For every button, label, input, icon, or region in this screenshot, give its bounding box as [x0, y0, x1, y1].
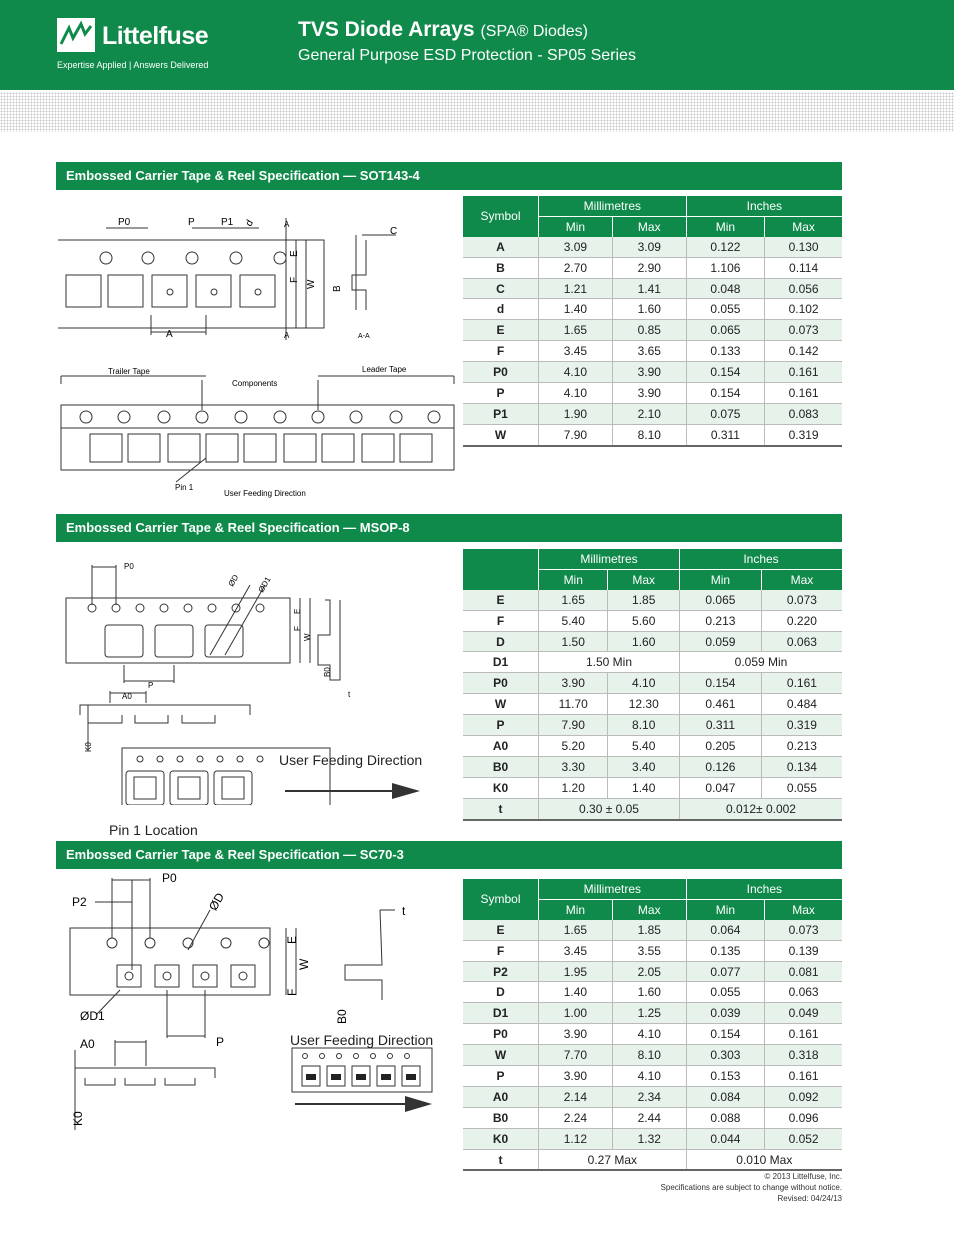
table-row	[463, 362, 842, 383]
sc70-label-p: P	[216, 1035, 225, 1049]
section-heading-sot143: Embossed Carrier Tape & Reel Specification — SOT143-4	[56, 162, 842, 190]
row-value: 0.161	[765, 1066, 842, 1087]
row-value: 2.24	[539, 1107, 613, 1128]
sot-label-d: d	[243, 218, 256, 229]
row-symbol: P	[463, 715, 539, 736]
table-row	[463, 961, 842, 982]
row-value: 0.055	[761, 777, 842, 798]
row-value: 1.65	[539, 920, 613, 940]
row-value: 7.90	[539, 424, 613, 445]
sc70-tape-diagram	[60, 870, 440, 1135]
page-header	[0, 0, 954, 90]
row-value: 1.25	[612, 1003, 686, 1024]
table-row	[463, 278, 842, 299]
row-value: 4.10	[539, 383, 613, 404]
table-row	[463, 257, 842, 278]
sot-label-pin1: Pin 1	[175, 483, 194, 492]
row-value: 3.09	[539, 237, 613, 257]
msop8-spec-table	[463, 549, 842, 821]
row-symbol: A0	[463, 1086, 539, 1107]
row-value: 0.059	[680, 631, 762, 652]
sc70-feed-label: User Feeding Direction	[290, 1032, 434, 1048]
sc70-label-f: F	[285, 988, 299, 996]
row-value: 0.142	[765, 341, 842, 362]
row-value: 0.047	[680, 777, 762, 798]
row-symbol: d	[463, 299, 539, 320]
row-value: 2.05	[612, 961, 686, 982]
row-value: 0.052	[765, 1128, 842, 1149]
col-mm-max: Max	[612, 899, 686, 919]
row-symbol: P1	[463, 403, 539, 424]
col-mm-min: Min	[539, 899, 613, 919]
row-value: 3.90	[612, 383, 686, 404]
row-value: 2.34	[612, 1086, 686, 1107]
row-value: 0.122	[686, 237, 765, 257]
row-symbol: C	[463, 278, 539, 299]
row-value: 0.213	[761, 736, 842, 757]
row-value: 0.065	[686, 320, 765, 341]
row-symbol: F	[463, 341, 539, 362]
row-value: 1.60	[612, 982, 686, 1003]
row-value: 0.130	[765, 237, 842, 257]
row-value: 5.40	[608, 736, 680, 757]
table-row	[463, 1149, 842, 1170]
table-row	[463, 673, 842, 694]
row-value: 3.90	[539, 1024, 613, 1045]
row-value: 0.319	[765, 424, 842, 445]
row-value: 0.081	[765, 961, 842, 982]
row-value: 0.065	[680, 590, 762, 610]
sot-label-b: B	[332, 285, 343, 292]
col-symbol: Symbol	[463, 879, 539, 920]
row-symbol: D	[463, 982, 539, 1003]
sc70-table-body	[463, 920, 842, 1171]
row-value: 4.10	[539, 362, 613, 383]
sot-label-a-bottom: A	[166, 329, 173, 340]
row-value: 12.30	[608, 694, 680, 715]
table-row	[463, 299, 842, 320]
section-heading-msop8: Embossed Carrier Tape & Reel Specification — MSOP-8	[56, 514, 842, 542]
row-symbol: D1	[463, 1003, 539, 1024]
row-value: 0.102	[765, 299, 842, 320]
row-value: 0.063	[765, 982, 842, 1003]
footer-copyright: © 2013 Littelfuse, Inc.	[764, 1172, 842, 1181]
row-value: 0.154	[686, 362, 765, 383]
msop-label-f: F	[293, 626, 302, 631]
row-value: 4.10	[612, 1024, 686, 1045]
table-row	[463, 1086, 842, 1107]
brand-name: Littelfuse	[102, 22, 209, 50]
row-value: 0.311	[680, 715, 762, 736]
row-value: 0.073	[765, 320, 842, 341]
row-value: 1.90	[539, 403, 613, 424]
row-value: 1.85	[608, 590, 680, 610]
row-value: 8.10	[612, 1045, 686, 1066]
row-value: 4.10	[608, 673, 680, 694]
row-value: 0.088	[686, 1107, 765, 1128]
row-value: 0.012± 0.002	[680, 798, 843, 819]
row-value: 0.205	[680, 736, 762, 757]
row-value: 3.90	[539, 673, 608, 694]
table-row	[463, 694, 842, 715]
col-in-min: Min	[680, 569, 762, 589]
table-row	[463, 610, 842, 631]
col-mm-min: Min	[539, 216, 613, 236]
sc70-label-b0: B0	[335, 1009, 349, 1024]
msop-label-a0: A0	[122, 692, 132, 701]
row-value: 0.064	[686, 920, 765, 940]
section-heading-sc70: Embossed Carrier Tape & Reel Specification — SC70-3	[56, 841, 842, 869]
row-value: 0.30 ± 0.05	[539, 798, 680, 819]
row-value: 1.65	[539, 320, 613, 341]
col-millimetres: Millimetres	[539, 196, 687, 216]
row-symbol: D1	[463, 652, 539, 673]
row-value: 3.90	[612, 362, 686, 383]
row-value: 0.044	[686, 1128, 765, 1149]
sot-label-components: Components	[232, 379, 278, 388]
msop-label-t: t	[348, 690, 351, 699]
table-row	[463, 341, 842, 362]
sot-label-f: F	[289, 276, 300, 283]
sc70-label-t: t	[402, 904, 406, 918]
row-value: 0.039	[686, 1003, 765, 1024]
msop-label-e: E	[293, 608, 302, 614]
table-row	[463, 715, 842, 736]
row-value: 3.90	[539, 1066, 613, 1087]
row-value: 0.220	[761, 610, 842, 631]
row-value: 0.161	[765, 362, 842, 383]
row-value: 0.063	[761, 631, 842, 652]
row-symbol: E	[463, 320, 539, 341]
row-value: 1.50	[539, 631, 608, 652]
row-value: 0.319	[761, 715, 842, 736]
sc70-label-w: W	[297, 958, 311, 970]
row-value: 0.049	[765, 1003, 842, 1024]
row-symbol: A0	[463, 736, 539, 757]
row-symbol: E	[463, 590, 539, 610]
row-value: 0.153	[686, 1066, 765, 1087]
footer-notice: Specifications are subject to change without notice.	[660, 1183, 842, 1192]
col-millimetres: Millimetres	[539, 879, 687, 899]
row-value: 3.09	[612, 237, 686, 257]
row-value: 3.45	[539, 940, 613, 961]
row-value: 0.059 Min	[680, 652, 843, 673]
row-value: 1.00	[539, 1003, 613, 1024]
row-value: 0.484	[761, 694, 842, 715]
row-value: 3.30	[539, 756, 608, 777]
row-value: 0.154	[686, 383, 765, 404]
row-value: 0.213	[680, 610, 762, 631]
row-symbol: P2	[463, 961, 539, 982]
row-value: 0.154	[680, 673, 762, 694]
sot-label-trailer: Trailer Tape	[108, 367, 150, 376]
row-symbol: F	[463, 940, 539, 961]
row-value: 0.096	[765, 1107, 842, 1128]
row-value: 8.10	[612, 424, 686, 445]
sc70-label-e: E	[285, 935, 299, 944]
table-row	[463, 652, 842, 673]
row-symbol: K0	[463, 1128, 539, 1149]
msop-label-d1: ØD1	[256, 575, 273, 594]
row-symbol: P	[463, 1066, 539, 1087]
sc70-label-d: ØD	[205, 890, 228, 913]
row-symbol: P0	[463, 673, 539, 694]
table-row	[463, 920, 842, 940]
table-row	[463, 982, 842, 1003]
brand-tagline: Expertise Applied | Answers Delivered	[57, 60, 209, 70]
table-row	[463, 1045, 842, 1066]
col-mm-max: Max	[612, 216, 686, 236]
table-row	[463, 756, 842, 777]
page-footer	[661, 1171, 842, 1204]
col-symbol-blank	[463, 549, 539, 590]
row-value: 0.056	[765, 278, 842, 299]
row-value: 5.60	[608, 610, 680, 631]
msop-label-p0: P0	[124, 562, 134, 571]
table-row	[463, 798, 842, 819]
row-symbol: W	[463, 1045, 539, 1066]
table-row	[463, 320, 842, 341]
table-row	[463, 590, 842, 610]
row-value: 0.27 Max	[539, 1149, 687, 1170]
msop-label-w: W	[303, 633, 312, 641]
msop-label-b0: B0	[323, 667, 332, 677]
msop8-table-body	[463, 590, 842, 820]
row-value: 0.318	[765, 1045, 842, 1066]
sc70-label-p0: P0	[162, 871, 177, 885]
sot-label-w: W	[306, 279, 317, 289]
row-symbol: D	[463, 631, 539, 652]
col-in-max: Max	[765, 216, 842, 236]
msop-label-k0: K0	[84, 742, 93, 752]
row-value: 2.90	[612, 257, 686, 278]
col-symbol: Symbol	[463, 196, 539, 237]
title-main: TVS Diode Arrays	[298, 18, 475, 41]
row-symbol: W	[463, 694, 539, 715]
row-symbol: K0	[463, 777, 539, 798]
row-value: 2.44	[612, 1107, 686, 1128]
sc70-label-k0: K0	[71, 1111, 85, 1126]
sot-label-a-top: A	[284, 220, 290, 229]
row-value: 1.40	[539, 982, 613, 1003]
row-value: 0.311	[686, 424, 765, 445]
row-value: 5.20	[539, 736, 608, 757]
sot-label-c: C	[390, 226, 398, 237]
row-value: 0.010 Max	[686, 1149, 842, 1170]
table-row	[463, 1107, 842, 1128]
table-row	[463, 1128, 842, 1149]
table-row	[463, 383, 842, 404]
row-symbol: P0	[463, 1024, 539, 1045]
row-value: 0.461	[680, 694, 762, 715]
col-mm-max: Max	[608, 569, 680, 589]
row-symbol: A	[463, 237, 539, 257]
row-value: 1.106	[686, 257, 765, 278]
row-value: 0.303	[686, 1045, 765, 1066]
row-value: 1.20	[539, 777, 608, 798]
col-in-max: Max	[765, 899, 842, 919]
row-value: 0.154	[686, 1024, 765, 1045]
row-value: 1.60	[612, 299, 686, 320]
sot-label-a-side: A	[284, 331, 290, 340]
row-symbol: P0	[463, 362, 539, 383]
row-value: 0.055	[686, 299, 765, 320]
footer-revised: Revised: 04/24/13	[777, 1194, 842, 1203]
sot-label-leader: Leader Tape	[362, 365, 407, 374]
msop-pin1-label: Pin 1 Location	[109, 822, 198, 838]
table-row	[463, 631, 842, 652]
row-value: 0.135	[686, 940, 765, 961]
row-value: 0.161	[761, 673, 842, 694]
col-inches: Inches	[686, 879, 842, 899]
row-value: 0.134	[761, 756, 842, 777]
table-row	[463, 940, 842, 961]
littelfuse-logo-icon	[57, 18, 95, 52]
col-inches: Inches	[680, 549, 843, 569]
table-row	[463, 1003, 842, 1024]
sot-label-p0: P0	[118, 217, 131, 228]
row-value: 0.133	[686, 341, 765, 362]
row-value: 4.10	[612, 1066, 686, 1087]
msop-label-d: ØD	[226, 573, 241, 588]
row-value: 0.85	[612, 320, 686, 341]
row-value: 0.139	[765, 940, 842, 961]
row-value: 1.60	[608, 631, 680, 652]
row-value: 1.65	[539, 590, 608, 610]
row-symbol: t	[463, 1149, 539, 1170]
row-value: 2.14	[539, 1086, 613, 1107]
row-symbol: P	[463, 383, 539, 404]
table-row	[463, 777, 842, 798]
col-in-min: Min	[686, 216, 765, 236]
row-value: 2.10	[612, 403, 686, 424]
row-value: 1.21	[539, 278, 613, 299]
sot-label-a-a: A-A	[358, 333, 370, 340]
row-value: 3.45	[539, 341, 613, 362]
row-value: 0.083	[765, 403, 842, 424]
row-value: 0.048	[686, 278, 765, 299]
row-value: 0.126	[680, 756, 762, 777]
sc70-spec-table	[463, 879, 842, 1171]
dot-pattern-band	[0, 92, 954, 132]
sot-label-p: P	[188, 217, 195, 228]
row-value: 2.70	[539, 257, 613, 278]
table-row	[463, 1024, 842, 1045]
table-row	[463, 237, 842, 257]
row-value: 1.40	[608, 777, 680, 798]
sot143-tape-diagram	[56, 200, 456, 500]
row-value: 1.85	[612, 920, 686, 940]
col-mm-min: Min	[539, 569, 608, 589]
col-inches: Inches	[686, 196, 842, 216]
sc70-label-p2: P2	[72, 895, 87, 909]
row-value: 8.10	[608, 715, 680, 736]
row-symbol: W	[463, 424, 539, 445]
row-value: 11.70	[539, 694, 608, 715]
sot-label-p1: P1	[221, 217, 234, 228]
page-title	[298, 18, 588, 42]
col-millimetres: Millimetres	[539, 549, 680, 569]
row-value: 0.114	[765, 257, 842, 278]
sot143-table-body	[463, 237, 842, 446]
row-symbol: t	[463, 798, 539, 819]
row-value: 0.055	[686, 982, 765, 1003]
row-symbol: B	[463, 257, 539, 278]
row-value: 1.12	[539, 1128, 613, 1149]
row-value: 0.077	[686, 961, 765, 982]
row-value: 1.40	[539, 299, 613, 320]
row-value: 0.084	[686, 1086, 765, 1107]
sc70-label-a0: A0	[80, 1037, 95, 1051]
sot143-spec-table	[463, 196, 842, 447]
table-row	[463, 736, 842, 757]
row-value: 5.40	[539, 610, 608, 631]
row-value: 0.092	[765, 1086, 842, 1107]
title-sub: (SPA® Diodes)	[480, 23, 588, 40]
table-row	[463, 424, 842, 445]
col-in-min: Min	[686, 899, 765, 919]
row-value: 7.90	[539, 715, 608, 736]
sc70-label-d1: ØD1	[80, 1009, 105, 1023]
row-value: 1.41	[612, 278, 686, 299]
row-symbol: B0	[463, 1107, 539, 1128]
sot-label-feed: User Feeding Direction	[224, 489, 306, 498]
row-symbol: E	[463, 920, 539, 940]
page-subtitle: General Purpose ESD Protection - SP05 Series	[298, 47, 636, 64]
row-value: 0.073	[761, 590, 842, 610]
table-row	[463, 1066, 842, 1087]
row-value: 7.70	[539, 1045, 613, 1066]
sot-label-e: E	[289, 250, 300, 257]
row-value: 1.95	[539, 961, 613, 982]
row-value: 3.65	[612, 341, 686, 362]
row-value: 0.075	[686, 403, 765, 424]
row-value: 3.55	[612, 940, 686, 961]
row-value: 0.073	[765, 920, 842, 940]
row-symbol: F	[463, 610, 539, 631]
row-value: 0.161	[765, 383, 842, 404]
row-value: 1.32	[612, 1128, 686, 1149]
row-symbol: B0	[463, 756, 539, 777]
row-value: 3.40	[608, 756, 680, 777]
msop-label-p: P	[148, 681, 154, 690]
row-value: 0.161	[765, 1024, 842, 1045]
col-in-max: Max	[761, 569, 842, 589]
msop-feed-label: User Feeding Direction	[279, 752, 423, 768]
row-value: 1.50 Min	[539, 652, 680, 673]
table-row	[463, 403, 842, 424]
